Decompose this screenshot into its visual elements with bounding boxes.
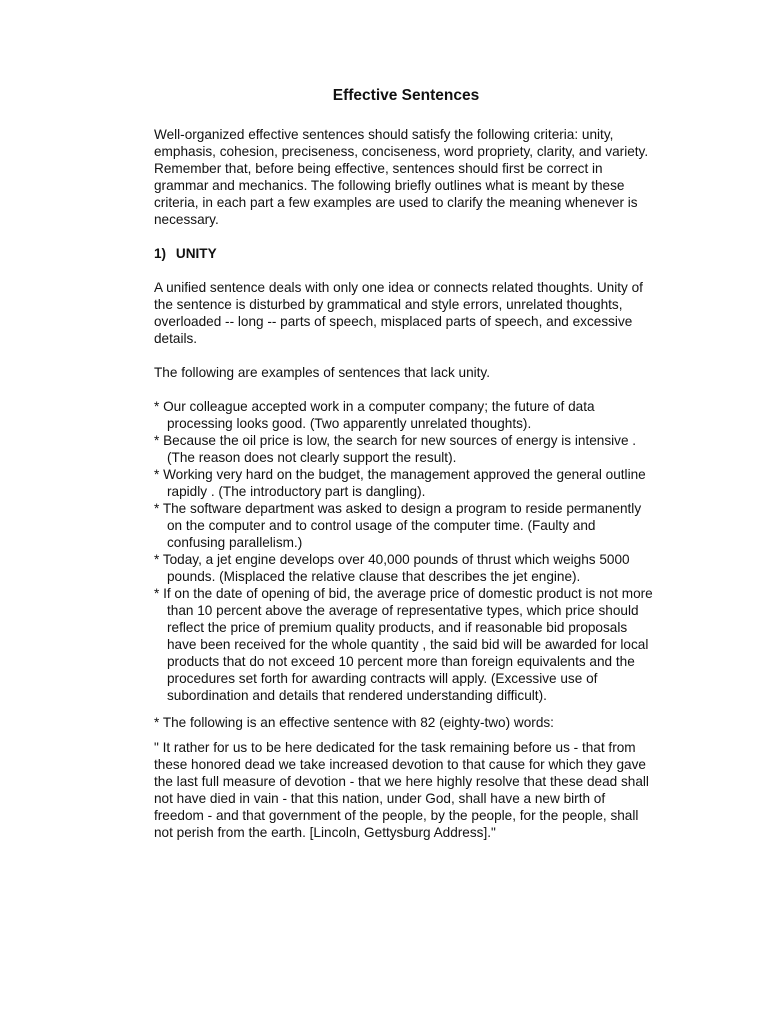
unity-paragraph: A unified sentence deals with only one idea or connects related thoughts. Unity of the sentence is disturbed by grammatical and style errors, unrelated thoughts, overloaded -- long -- parts of speech, misplaced parts of speech, and excessive details. <box>154 280 643 346</box>
intro-paragraph: Well-organized effective sentences should satisfy the following criteria: unity, emphasis, cohesion, preciseness, conciseness, word propriety, clarity, and variety. Remember that, before being effective, sentences should first be correct in grammar and mechanics. The following briefly outlines what is meant by these criteria, in each part a few examples are used to clarify the meaning whenever is necessary. <box>154 127 649 227</box>
document-page <box>154 86 654 841</box>
effective-sentence-intro: * The following is an effective sentence with 82 (eighty-two) words: <box>154 715 554 730</box>
page-title: Effective Sentences <box>332 87 480 104</box>
section-heading-unity <box>154 245 654 262</box>
list-item: * Because the oil price is low, the search for new sources of energy is intensive . (The reason does not clearly support the result). <box>154 433 637 465</box>
gettysburg-quote: " It rather for us to be here dedicated for the task remaining before us - that from these honored dead we take increased devotion to that cause for which they gave the last full measure of devotion - that we here highly resolve that these dead shall not have died in vain - that this nation, under God, shall have a new birth of freedom - and that government of the people, by the people, for the people, shall not perish from the earth. [Lincoln, Gettysburg Address]." <box>154 740 649 840</box>
list-item: * Working very hard on the budget, the management approved the general outline rapidly . (The introductory part is dangling). <box>154 467 646 499</box>
example-list <box>154 398 654 704</box>
list-item: * If on the date of opening of bid, the average price of domestic product is not more than 10 percent above the average of representative types, which price should reflect the price of premium quality products, and if reasonable bid proposals have been received for the whole quantity , the said bid will be awarded for local products that do not exceed 10 percent more than foreign equivalents and the procedures set forth for awarding contracts will apply. (Excessive use of subordination and details that rendered understanding difficult). <box>154 586 653 703</box>
list-item: * Today, a jet engine develops over 40,000 pounds of thrust which weighs 5000 pounds. (Misplaced the relative clause that describes the jet engine). <box>154 552 630 584</box>
section-title: UNITY <box>175 246 217 261</box>
list-item: * Our colleague accepted work in a computer company; the future of data processing looks good. (Two apparently unrelated thoughts). <box>154 399 595 431</box>
list-item: * The software department was asked to design a program to reside permanently on the computer and to control usage of the computer time. (Faulty and confusing parallelism.) <box>154 501 642 550</box>
examples-lead-in: The following are examples of sentences that lack unity. <box>154 365 490 380</box>
section-number: 1) <box>154 246 167 261</box>
